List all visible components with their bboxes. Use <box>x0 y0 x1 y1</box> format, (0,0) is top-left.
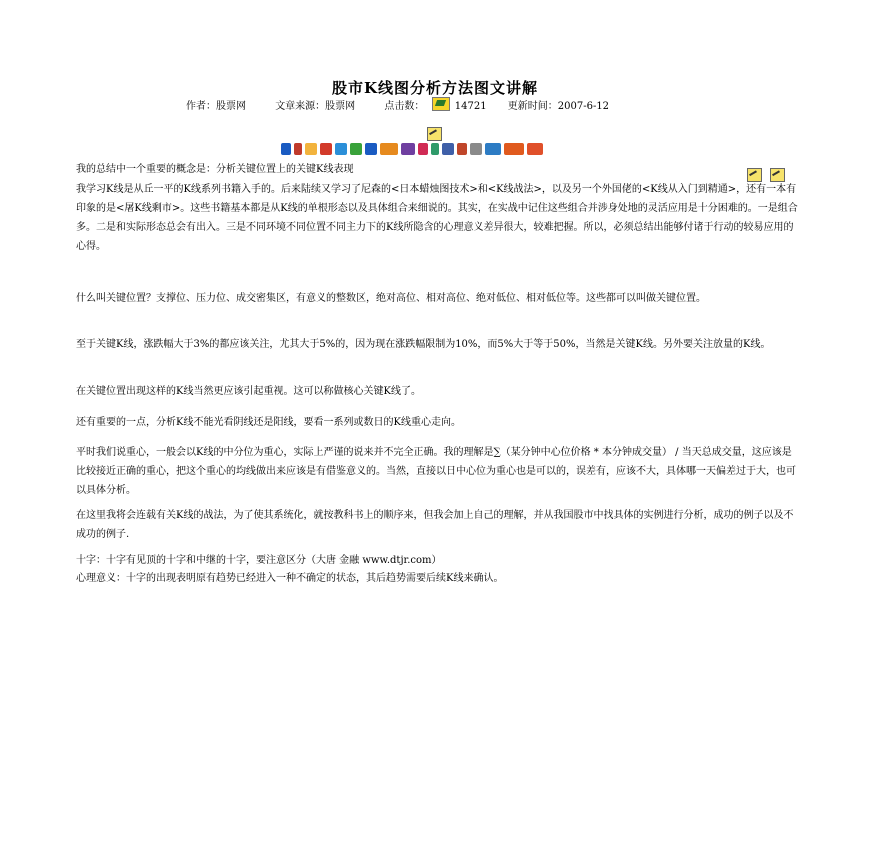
hits-label: 点击数： <box>384 101 425 112</box>
updated-label: 更新时间：2007-6-12 <box>507 101 610 112</box>
social-bookmark-icons[interactable] <box>281 141 546 157</box>
author-label: 作者：股票网 <box>186 101 246 112</box>
bookmark-icon[interactable] <box>427 127 442 141</box>
paragraph-4: 至于关键K线，涨跌幅大于3%的都应该关注，尤其大于5%的，因为现在涨跌幅限制为10%，而5%大于等于50%，当然是关键K线。另外要关注放量的K线。 <box>76 339 771 350</box>
article-title: 股市K线图分析方法图文讲解 <box>331 79 539 97</box>
paragraph-5: 在关键位置出现这样的K线当然更应该引起重视。这可以称做核心关键K线了。 <box>76 386 421 397</box>
paragraph-7: 平时我们说重心，一般会以K线的中分位为重心，实际上严谨的说来并不完全正确。我的理解是∑（某分钟中心位价格 * 本分钟成交量） / 当天总成交量，这应该是比较接近正确的重心，把这个重心的均线做出来应该是有借鉴意义的。当然，直接以日中心位为重心也是可以的，误差有，应该不大，具体哪一天偏差过于大，也可以具体分析。 <box>76 447 796 496</box>
article-meta <box>186 97 635 112</box>
hits <box>384 101 489 112</box>
source-label: 文章来源：股票网 <box>275 101 356 112</box>
paragraph-10: 心理意义：十字的出现表明原有趋势已经进入一种不确定的状态，其后趋势需要后续K线来确认。 <box>76 573 504 584</box>
paragraph-2: 我学习K线是从丘一平的K线系列书籍入手的。后来陆续又学习了尼森的<日本蜡烛图技术>和<K线战法>，以及另一个外国佬的<K线从入门到精通>，还有一本有印象的是<屠K线剩市>。这些书籍基本都是从K线的单根形态以及具体组合来细说的。其实，在实战中记住这些组合并涉身处地的灵活应用是十分困难的。一是组合多。二是和实际形态总会有出入。三是不同环境不同位置不同主力下的K线所隐含的心理意义差异很大，较难把握。所以，必须总结出能够付诸于行动的较易应用的心得。 <box>76 184 798 252</box>
paragraph-1: 我的总结中一个重要的概念是：分析关键位置上的关键K线表现 <box>76 164 354 175</box>
paragraph-8: 在这里我将会连载有关K线的战法，为了使其系统化，就按教科书上的顺序来，但我会加上自己的理解，并从我国股市中找具体的实例进行分析，成功的例子以及不成功的例子. <box>76 510 794 540</box>
hits-count: 14721 <box>454 101 487 112</box>
chart-icon <box>432 97 450 111</box>
paragraph-9: 十字：十字有见顶的十字和中继的十字，要注意区分（大唐 金融 www.dtjr.com） <box>76 555 442 566</box>
paragraph-3: 什么叫关键位置？支撑位、压力位、成交密集区，有意义的整数区，绝对高位、相对高位、绝对低位、相对低位等。这些都可以叫做关键位置。 <box>76 293 706 304</box>
paragraph-6: 还有重要的一点，分析K线不能光看阴线还是阳线，要看一系列或数日的K线重心走向。 <box>76 417 461 428</box>
